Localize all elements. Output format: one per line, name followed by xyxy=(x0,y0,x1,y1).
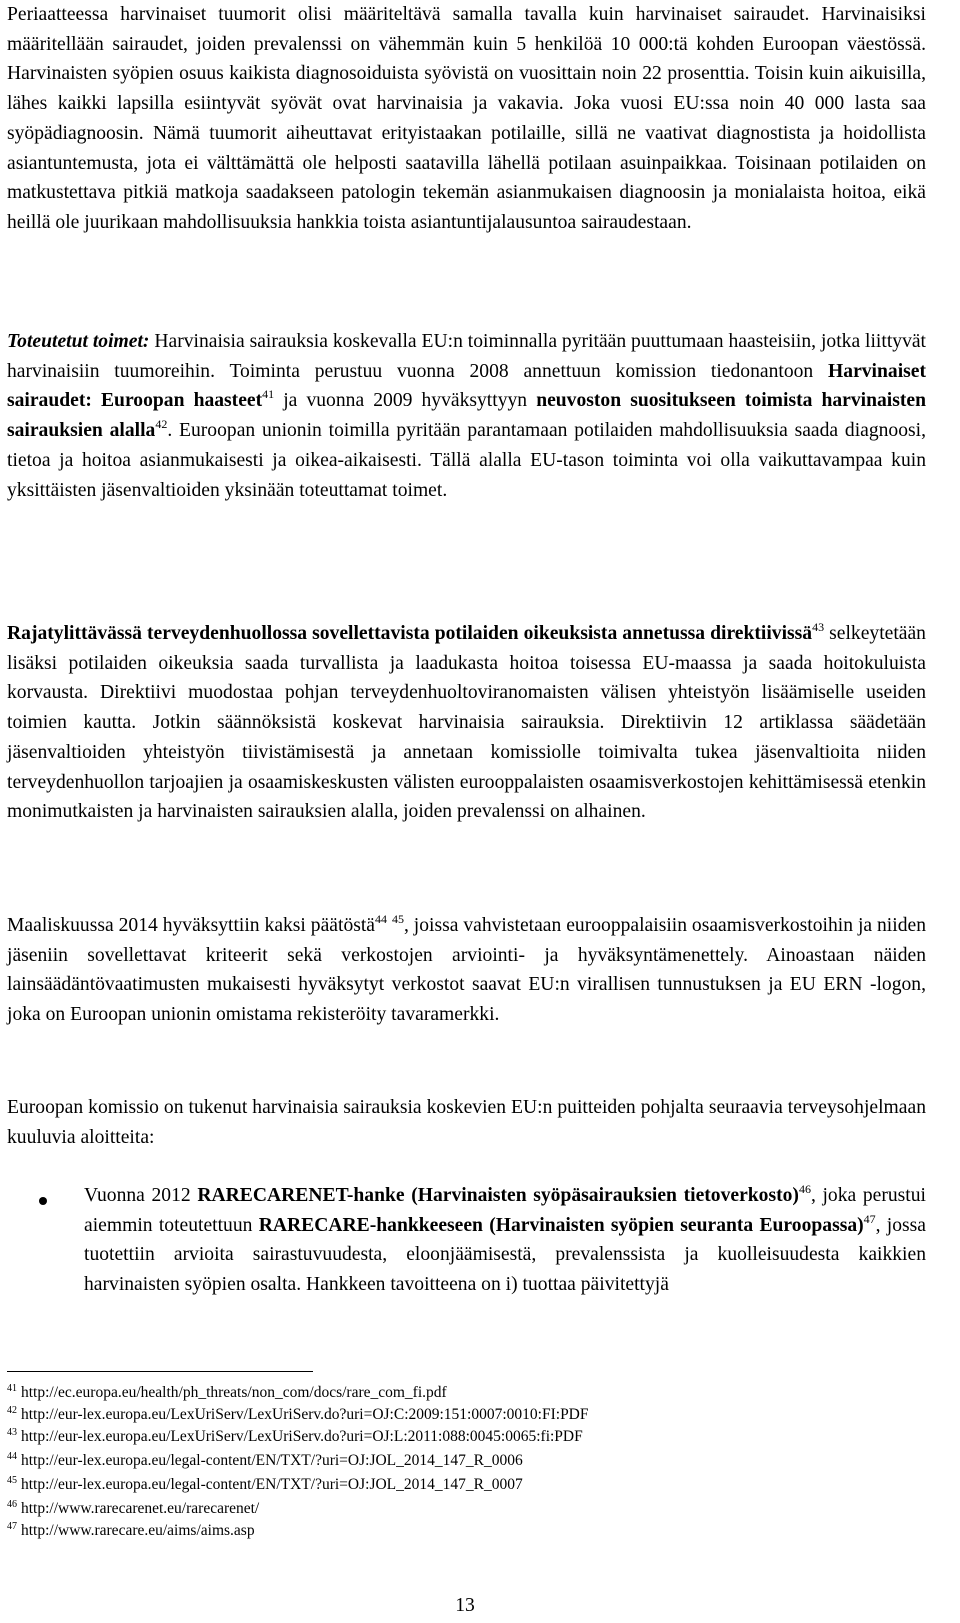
footnote-42 xyxy=(7,1405,589,1425)
bold-reference: Harvinaiset sairaudet: Euroopan haasteet xyxy=(7,360,926,412)
footnote-44 xyxy=(7,1451,523,1471)
paragraph-text: Harvinaisia sairauksia koskevalla EU:n toiminnalla pyritään puuttumaan haasteisiin, jotka liittyvät harvinaisiin tuumoreihin. Toiminta perustuu vuonna 2008 annettuun komission tiedonantoon xyxy=(7,331,927,382)
paragraph-lead-heading: Toteutetut toimet: xyxy=(7,331,150,352)
bold-reference: RARECARE-hankkeeseen (Harvinaisten syöpien seuranta Euroopassa) xyxy=(258,1214,864,1236)
footnote-ref[interactable]: 46 xyxy=(798,1182,811,1197)
footnote-ref[interactable]: 41 xyxy=(262,387,275,402)
footnote-ref[interactable]: 47 xyxy=(863,1211,876,1226)
footnote-number: 46 xyxy=(7,1499,17,1510)
footnote-number: 42 xyxy=(7,1405,17,1416)
footnote-41 xyxy=(7,1383,447,1403)
bold-reference: RARECARENET-hanke (Harvinaisten syöpäsairauksien tietoverkosto) xyxy=(197,1185,799,1206)
footnote-45 xyxy=(7,1475,523,1495)
footnote-ref[interactable]: 45 xyxy=(391,912,404,927)
bullet-text: Vuonna 2012 xyxy=(84,1185,198,1206)
footnote-link[interactable]: http://eur-lex.europa.eu/LexUriServ/LexUriServ.do?uri=OJ:L:2011:088:0045:0065:fi:PDF xyxy=(21,1428,583,1445)
paragraph-actions-taken xyxy=(7,327,926,505)
paragraph-directive xyxy=(7,619,926,827)
footnote-number: 43 xyxy=(7,1427,17,1438)
footnote-number: 44 xyxy=(7,1451,17,1462)
bullet-text: , jossa tuotettiin arvioita sairastuvuudesta, eloonjäämisestä, prevalenssista ja kuolleisuudesta kaikkien harvinaisten syöpien osalta. Hankkeen tavoitteena on i) tuottaa päivitettyjä xyxy=(84,1214,926,1296)
footnote-number: 47 xyxy=(7,1521,17,1532)
footnote-link[interactable]: http://eur-lex.europa.eu/legal-content/EN/TXT/?uri=OJ:JOL_2014_147_R_0007 xyxy=(21,1476,523,1493)
footnote-46 xyxy=(7,1499,259,1519)
paragraph-text: Maaliskuussa 2014 hyväksyttiin kaksi päätöstä xyxy=(7,915,376,936)
paragraph-rare-tumours xyxy=(7,0,926,238)
bold-reference: neuvoston suositukseen toimista harvinaisten sairauksien alalla xyxy=(7,390,926,442)
page-number: 13 xyxy=(455,1595,475,1616)
footnote-number: 45 xyxy=(7,1475,17,1486)
paragraph-decisions-2014 xyxy=(7,911,926,1030)
paragraph-text: ja vuonna 2009 hyväksyttyyn xyxy=(274,390,537,412)
footnote-ref[interactable]: 42 xyxy=(155,417,168,432)
bold-reference: Rajatylittävässä terveydenhuollossa sovellettavista potilaiden oikeuksista annetussa direktiivissä xyxy=(7,623,813,644)
footnote-link[interactable]: http://eur-lex.europa.eu/LexUriServ/LexUriServ.do?uri=OJ:C:2009:151:0007:0010:FI:PDF xyxy=(21,1406,589,1423)
bullet-item-rarecarenet xyxy=(84,1181,926,1300)
footnote-link[interactable]: http://ec.europa.eu/health/ph_threats/non_com/docs/rare_com_fi.pdf xyxy=(21,1384,447,1401)
footnote-divider xyxy=(7,1371,313,1372)
footnote-number: 41 xyxy=(7,1383,17,1394)
footnote-link[interactable]: http://eur-lex.europa.eu/legal-content/EN/TXT/?uri=OJ:JOL_2014_147_R_0006 xyxy=(21,1452,523,1469)
bullet-text: , joka perustui aiemmin toteutettuun xyxy=(84,1185,926,1236)
paragraph-text: . Euroopan unionin toimilla pyritään parantamaan potilaiden mahdollisuuksia saada diagnoosi, tietoa ja hoitoa asianmukaisesti ja oikea-aikaisesti. Tällä alalla EU-tason toiminta voi olla vaikuttavampaa kuin yksittäisten jäsenvaltioiden yksinään toteuttamat toimet. xyxy=(7,420,926,501)
footnote-link[interactable]: http://www.rarecarenet.eu/rarecarenet/ xyxy=(21,1500,260,1517)
footnote-47 xyxy=(7,1521,255,1541)
footnote-ref[interactable]: 44 xyxy=(375,912,388,927)
paragraph-text: , joissa vahvistetaan eurooppalaisiin osaamisverkostoihin ja niiden jäseniin sovellettavat kriteerit sekä verkostojen arviointi- ja hyväksyntämenettely. Ainoastaan näiden lainsäädäntövaatimusten mukaisesti hyväksytyt verkostot saavat EU:n virallisen tunnustuksen ja EU ERN -logon, joka on Euroopan unionin omistama rekisteröity tavaramerkki. xyxy=(7,915,926,1026)
paragraph-text: selkeytetään lisäksi potilaiden oikeuksia saada turvallista ja laadukasta hoitoa toisessa EU-maassa ja saada hoitokuluista korvausta. Direktiivi muodostaa pohjan terveydenhuoltoviranomaisten välisen yhteistyön lisäämiselle useiden toimien kautta. Jotkin säännöksistä koskevat harvinaisia sairauksia. Direktiivin 12 artiklassa säädetään jäsenvaltioiden yhteistyön tiivistämisestä ja annetaan komissiolle toimivalta tukea jäsenvaltioita niiden terveydenhuollon tarjoajien ja osaamiskeskusten välisten eurooppalaisten osaamisverkostojen kehittämisessä etenkin monimutkaisten ja harvinaisten sairauksien alalla, joiden prevalenssi on alhainen. xyxy=(7,623,926,823)
footnote-link[interactable]: http://www.rarecare.eu/aims/aims.asp xyxy=(21,1522,255,1539)
footnote-ref[interactable]: 43 xyxy=(812,620,825,635)
paragraph-text: Periaatteessa harvinaiset tuumorit olisi määriteltävä samalla tavalla kuin harvinaiset sairaudet. Harvinaisiksi määritellään sairaudet, joiden prevalenssi on vähemmän kuin 5 henkilöä 10 000:tä kohden Euroopan väestössä. Harvinaisten syöpien osuus kaikista diagnosoiduista syövistä on vuosittain noin 22 prosenttia. Toisin kuin aikuisilla, lähes kaikki lapsilla esiintyvät syövät ovat harvinaisia ja vakavia. Joka vuosi EU:ssa noin 40 000 lasta saa syöpädiagnoosin. Nämä tuumorit aiheuttavat erityistaakan potilaille, sillä ne vaativat diagnostista ja hoidollista asiantuntemusta, jota ei välttämättä ole helposti saatavilla lähellä potilaan asuinpaikkaa. Toisinaan potilaiden on matkustettava pitkiä matkoja saadakseen patologin tekemän asianmukaisen diagnoosin ja monialaista hoitoa, eikä heillä ole juurikaan mahdollisuuksia hankkia toista asiantuntijalausuntoa sairaudestaan. xyxy=(7,4,926,233)
paragraph-text: Euroopan komissio on tukenut harvinaisia sairauksia koskevien EU:n puitteiden pohjalta seuraavia terveysohjelmaan kuuluvia aloitteita: xyxy=(7,1097,926,1148)
paragraph-commission-support xyxy=(7,1093,926,1152)
bullet-icon xyxy=(39,1197,47,1205)
footnote-43 xyxy=(7,1427,583,1447)
